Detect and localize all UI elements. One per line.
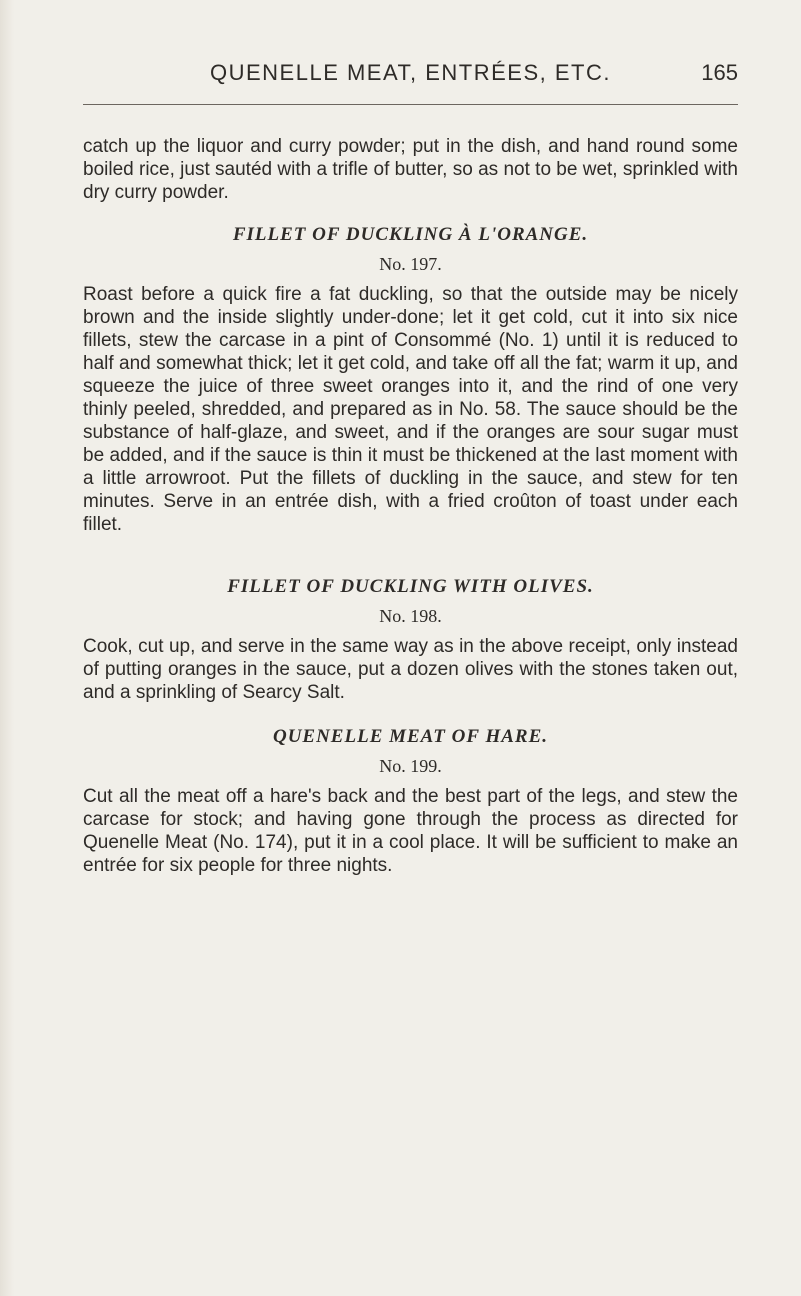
recipe-title: QUENELLE MEAT OF HARE. (272, 726, 549, 747)
recipe-body: Cut all the meat off a hare's back and the best part of the legs, and stew the carcase for stock; and having gone through the process as directed for Quenelle Meat (No. 174), put it in a cool place. It will be sufficient to make an entrée for six people for three nights. (83, 786, 738, 876)
recipe-198 (83, 576, 738, 704)
recipe-number: No. 199. (379, 756, 442, 776)
page-content (83, 135, 738, 877)
page-number: 165 (701, 60, 738, 85)
recipe-body: Cook, cut up, and serve in the same way as in the above receipt, only instead of putting oranges in the sauce, put a dozen olives with the stones taken out, and a sprinkling of Searcy Salt. (83, 636, 738, 703)
header-rule (83, 104, 738, 105)
recipe-number: No. 198. (379, 606, 442, 626)
page-edge-shadow (0, 0, 14, 1296)
recipe-body: Roast before a quick fire a fat duckling, so that the outside may be nicely brown and the inside slightly under-done; let it get cold, cut it into six nice fillets, stew the carcase in a pint of Consommé (No. 1) until it is reduced to half and somewhat thick; let it get cold, and take off all the fat; warm it up, and squeeze the juice of three sweet oranges into it, and the rind of one very thinly peeled, shredded, and prepared as in No. 58. The sauce should be the substance of half-glaze, and sweet, and if the oranges are sour sugar must be added, and if the sauce is thin it must be thickened at the last moment with a little arrowroot. Put the fillets of duckling in the sauce, and stew for ten minutes. Serve in an entrée dish, with a fried croûton of toast under each fillet. (83, 284, 738, 535)
recipe-title: FILLET OF DUCKLING À L'ORANGE. (232, 224, 589, 245)
recipe-197 (83, 224, 738, 536)
recipe-199 (83, 726, 738, 877)
intro-paragraph: catch up the liquor and curry powder; put in the dish, and hand round some boiled rice, just sautéd with a trifle of butter, so as not to be wet, sprinkled with dry curry powder. (83, 136, 738, 203)
page-header (83, 60, 738, 94)
recipe-title: FILLET OF DUCKLING WITH OLIVES. (227, 576, 594, 597)
running-head: QUENELLE MEAT, ENTRÉES, ETC. (209, 60, 611, 85)
recipe-number: No. 197. (379, 254, 442, 274)
